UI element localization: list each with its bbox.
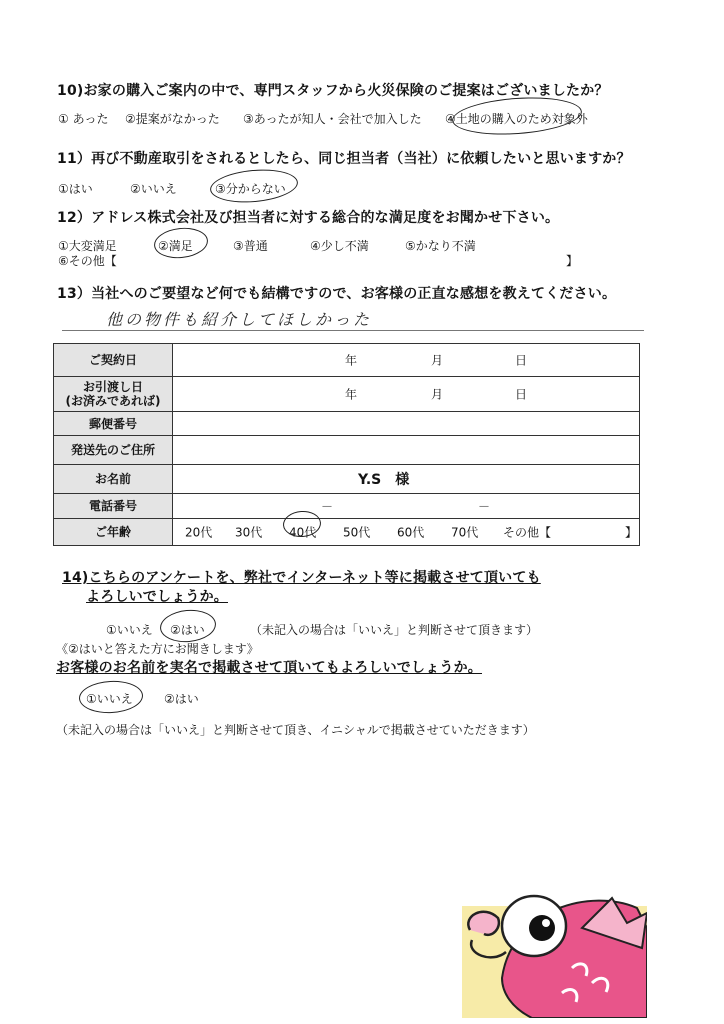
q14-question-line2: よろしいでしょうか。 (86, 589, 228, 605)
delivery-day-unit: 日 (515, 387, 528, 402)
q12-other-bracket: 】 (566, 254, 579, 268)
q11-option-3[interactable]: ③分からない (215, 182, 286, 196)
q11-option-1[interactable]: ①はい (58, 182, 93, 196)
age-label: ご年齢 (54, 519, 173, 546)
q14-question-line1: 14)こちらのアンケートを、弊社でインターネット等に掲載させて頂いても (62, 570, 541, 586)
q14-followup-intro: 《②はいと答えた方にお聞きします》 (56, 642, 259, 656)
age-option-other[interactable]: その他【 (503, 525, 552, 540)
age-option-70s[interactable]: 70代 (451, 525, 479, 540)
age-option-50s[interactable]: 50代 (343, 525, 371, 540)
postal-code-field[interactable] (173, 412, 640, 436)
contract-day-unit: 日 (515, 353, 528, 368)
name-label: お名前 (54, 465, 173, 494)
age-option-40s[interactable]: 40代 (289, 525, 317, 540)
q11-option-2[interactable]: ②いいえ (130, 182, 177, 196)
q12-option-other[interactable]: ⑥その他【 (58, 254, 117, 268)
q12-option-3[interactable]: ③普通 (233, 239, 268, 253)
contract-date-field[interactable] (173, 344, 640, 377)
delivery-date-label (54, 377, 173, 412)
customer-info-table (53, 343, 640, 546)
name-field[interactable] (173, 465, 640, 494)
q10-option-4[interactable]: ④土地の購入のため対象外 (445, 112, 588, 126)
q10-option-1[interactable]: ① あった (58, 112, 109, 126)
q10-option-3[interactable]: ③あったが知人・会社で加入した (243, 112, 422, 126)
q11-question: 11）再び不動産取引をされるとしたら、同じ担当者（当社）に依頼したいと思いますか？ (57, 151, 631, 167)
fish-mascot-illustration (462, 868, 647, 1018)
q14-option-yes[interactable]: ②はい (170, 623, 205, 637)
q12-option-2[interactable]: ②満足 (158, 239, 193, 253)
q14-followup-yes[interactable]: ②はい (164, 692, 199, 706)
q13-answer-line (62, 330, 644, 331)
address-field[interactable] (173, 436, 640, 465)
phone-separator-2: － (478, 499, 491, 514)
q12-option-4[interactable]: ④少し不満 (310, 239, 369, 253)
age-other-bracket: 】 (625, 525, 638, 540)
delivery-date-label-line2: (お済みであれば) (65, 394, 161, 408)
q13-handwritten-answer: 他の物件も紹介してほしかった (106, 310, 373, 329)
q12-option-1[interactable]: ①大変満足 (58, 239, 117, 253)
name-value: Y.S 様 (358, 472, 410, 488)
phone-separator-1: － (321, 499, 334, 514)
contract-year-unit: 年 (345, 353, 358, 368)
contract-month-unit: 月 (431, 353, 444, 368)
delivery-month-unit: 月 (431, 387, 444, 402)
q10-option-2[interactable]: ②提案がなかった (125, 112, 220, 126)
q12-question: 12）アドレス株式会社及び担当者に対する総合的な満足度をお聞かせ下さい。 (57, 210, 560, 226)
q10-selection-circle (451, 94, 583, 139)
postal-code-label: 郵便番号 (54, 412, 173, 436)
q14-followup-note: （未記入の場合は「いいえ」と判断させて頂き、イニシャルで掲載させていただきます） (56, 723, 535, 737)
delivery-date-label-line1: お引渡し日 (82, 380, 143, 394)
delivery-date-field[interactable] (173, 377, 640, 412)
address-label: 発送先のご住所 (54, 436, 173, 465)
q12-selection-circle (153, 225, 210, 260)
q13-question: 13）当社へのご要望など何でも結構ですので、お客様の正直な感想を教えてください。 (57, 286, 617, 302)
fish-eye-highlight (542, 919, 550, 927)
phone-label: 電話番号 (54, 494, 173, 519)
q14-followup-question: お客様のお名前を実名で掲載させて頂いてもよろしいでしょうか。 (56, 660, 482, 676)
age-field (173, 519, 640, 546)
delivery-year-unit: 年 (345, 387, 358, 402)
contract-date-label: ご契約日 (54, 344, 173, 377)
phone-field[interactable] (173, 494, 640, 519)
fish-pupil (529, 915, 555, 941)
q14-followup-no[interactable]: ①いいえ (86, 692, 133, 706)
q14-note: （未記入の場合は「いいえ」と判断させて頂きます） (250, 623, 539, 637)
q14-option-no[interactable]: ①いいえ (106, 623, 153, 637)
age-option-60s[interactable]: 60代 (397, 525, 425, 540)
q14-followup-selection-circle (78, 679, 144, 714)
q11-selection-circle (209, 166, 299, 206)
age-option-30s[interactable]: 30代 (235, 525, 263, 540)
q14-selection-circle (159, 608, 218, 645)
q12-option-5[interactable]: ⑤かなり不満 (405, 239, 476, 253)
age-option-20s[interactable]: 20代 (185, 525, 213, 540)
q10-question: 10)お家の購入ご案内の中で、専門スタッフから火災保険のご提案はございましたか？ (57, 83, 609, 99)
